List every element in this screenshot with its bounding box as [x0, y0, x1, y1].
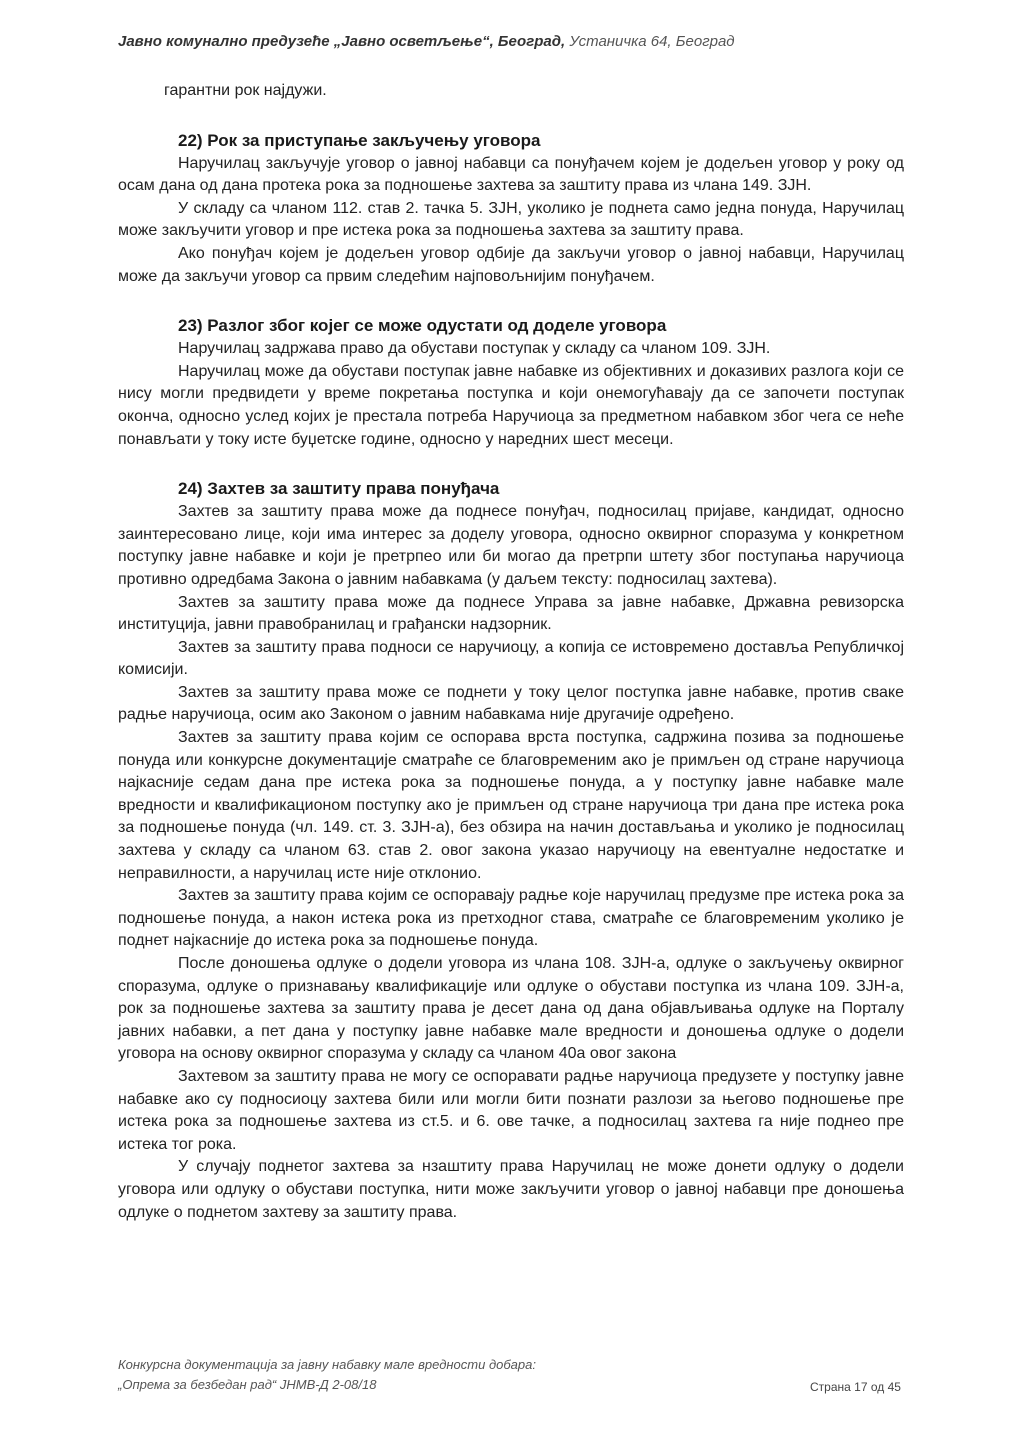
section-24-paragraph: Захтев за заштиту права може се поднети у току целог поступка јавне набавке, против сваке радње наручиоца, осим ако Законом о јавним набавкама није другачије одређено.: [118, 683, 904, 724]
section-24-paragraph: Захтев за заштиту права подноси се наручиоцу, а копија се истовремено доставља Републичкој комисији.: [118, 638, 904, 679]
section-24-title: 24) Захтев за заштиту права понуђача: [178, 479, 500, 499]
section-22: [118, 129, 904, 289]
section-24-paragraph: Захтев за заштиту права којим се оспорава врста поступка, садржина позива за подношење понуда или конкурсне документације сматраће се благовременим ако је примљен од стране наручиоца најкасније седам дана пре истека рока за подношење понуда, а у поступку јавне набавке мале вредности и квалификационом поступку ако је примљен од стране наручиоца три дана пре истека рока за подношење понуда (чл. 149. ст. 3. ЗЈН-а), без обзира на начин достављања и уколико је подносилац захтева у складу са чланом 63. став 2. овог закона указао наручиоцу на евентуалне недостатке и неправилности, а наручилац исте није отклонио.: [118, 729, 904, 882]
intro-line: гарантни рок најдужи.: [164, 82, 327, 99]
section-23-paragraph: Наручилац задржава право да обустави поступак у складу са чланом 109. ЗЈН.: [178, 340, 771, 358]
footer-line-1: Конкурсна документација за јавну набавку мале вредности добара:: [118, 1357, 536, 1372]
section-24-paragraph: У случају поднетог захтева за нзаштиту права Наручилац не може донети одлуку о додели уговора или одлуку о обустави поступка, нити може закључити уговор о јавној набавци пре доношења одлуке о поднетом захтеву за заштиту права.: [118, 1158, 904, 1221]
header-address: Устаничка 64, Београд: [569, 33, 735, 50]
section-22-paragraph: Наручилац закључује уговор о јавној набавци са понуђачем којем је додељен уговор у року од осам дана од дана протека рока за подношење захтева за заштиту права из члана 149. ЗЈН.: [118, 154, 904, 195]
section-23: [118, 314, 904, 451]
header-organization: Јавно комунално предузеће „Јавно осветљење“, Београд,: [118, 33, 566, 50]
section-24-paragraph: Захтев за заштиту права којим се оспоравају радње које наручилац предузме пре истека рока за подношење понуда, а након истека рока из претходног става, сматраће се благовременим уколико је поднет најкасније до истека рока за подношење понуда.: [118, 887, 904, 950]
section-23-title: 23) Разлог због којег се може одустати од доделе уговора: [178, 316, 667, 336]
section-22-paragraph: У складу са чланом 112. став 2. тачка 5. ЗЈН, уколико је поднета само једна понуда, Наручилац може закључити уговор и пре истека рока за подношења захтева за заштиту права.: [118, 199, 904, 240]
footer-line-2: „Опрема за безбедан рад“ ЈНМВ-Д 2-08/18: [118, 1377, 377, 1392]
document-body: [118, 80, 904, 1224]
section-24-paragraph: Захтев за заштиту права може да поднесе Управа за јавне набавке, Државна ревизорска институција, јавни правобранилац и грађански надзорник.: [118, 593, 904, 634]
page-number: Страна 17 од 45: [810, 1380, 901, 1394]
section-24: [118, 477, 904, 1224]
section-23-paragraph: Наручилац може да обустави поступак јавне набавке из објективних и доказивих разлога који се нису могли предвидети у време покретања поступка и који онемогућавају да се започети поступак оконча, односно услед којих је престала потреба Наручиоца за предметном набавком због чега се неће понављати у току исте буџетске године, односно у наредних шест месеци.: [118, 362, 904, 448]
section-22-paragraph: Ако понуђач којем је додељен уговор одбије да закључи уговор о јавној набавци, Наручилац може да закључи уговор са првим следећим најповољнијим понуђачем.: [118, 244, 904, 285]
page-header: [118, 33, 918, 50]
section-24-paragraph: Захтев за заштиту права може да поднесе понуђач, подносилац пријаве, кандидат, односно заинтересовано лице, који има интерес за доделу уговора, односно оквирног споразума у конкретном поступку јавне набавке и који је претрпео или би могао да претрпи штету због поступања наручиоца противно одредбама Закона о јавним набавкама (у даљем тексту: подносилац захтева).: [118, 503, 904, 588]
section-22-title: 22) Рок за приступање закључењу уговора: [178, 130, 541, 150]
section-24-paragraph: После доношења одлуке о додели уговора из члана 108. ЗЈН-а, одлуке о закључењу оквирног споразума, одлуке о признавању квалификације или одлуке о обустави поступка из члана 109. ЗЈН-а, рок за подношење захтева за заштиту права је десет дана од дана објављивања одлуке на Порталу јавних набавки, а пет дана у поступку јавне набавке мале вредности и доношења одлуке о додели уговора на основу оквирног споразума у складу са чланом 40а овог закона: [118, 955, 904, 1063]
section-24-paragraph: Захтевом за заштиту права не могу се оспоравати радње наручиоца предузете у поступку јавне набавке ако су подносиоцу захтева били или могли бити познати разлози за његово подношење пре истека рока за подношење захтева из ст.5. и 6. ове тачке, а подносилац захтева га није поднео пре истека тог рока.: [118, 1067, 904, 1153]
page-footer-document-title: [118, 1355, 536, 1395]
